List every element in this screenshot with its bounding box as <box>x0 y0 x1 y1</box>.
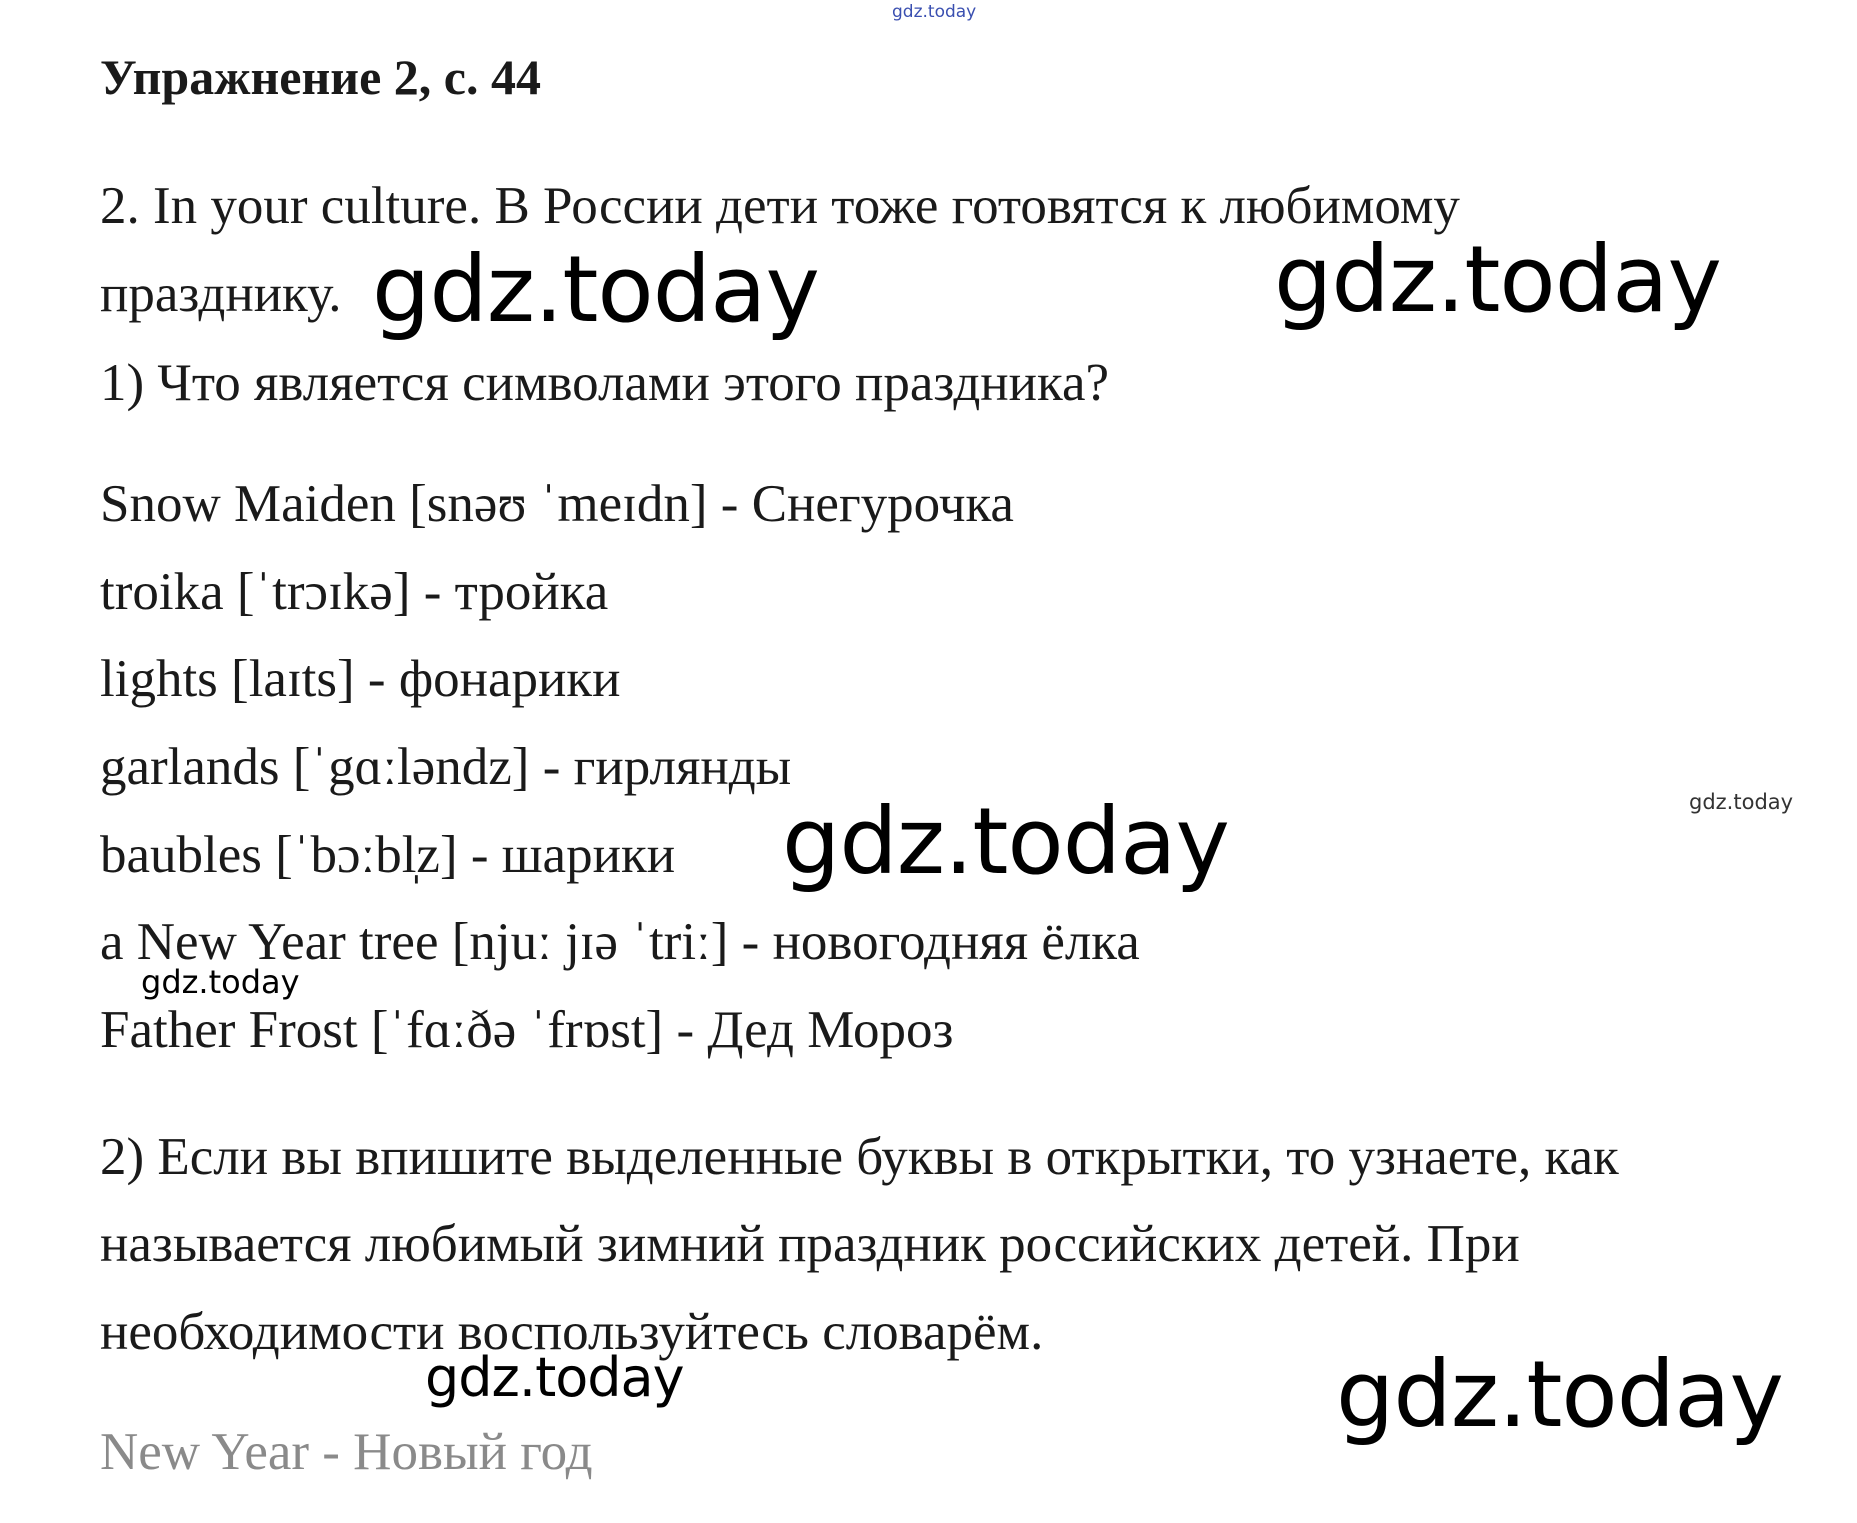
vocab-item: troika [ˈtrɔɪkə] - тройка <box>100 563 609 621</box>
task-line-1: 2. In your culture. В России дети тоже готовятся к любимому <box>100 177 1460 235</box>
watermark-large-2: gdz.today <box>1274 226 1721 333</box>
vocab-item: baubles [ˈbɔːbl̩z] - шарики <box>100 826 676 884</box>
watermark-large-4: gdz.today <box>1336 1341 1783 1448</box>
watermark-top: gdz.today <box>892 2 977 22</box>
watermark-large-3: gdz.today <box>782 788 1229 895</box>
question-2-line-2: называется любимый зимний праздник российских детей. При <box>100 1215 1520 1273</box>
vocab-item: a New Year tree [njuː jɪə ˈtriː] - новогодняя ёлка <box>100 913 1140 971</box>
task-line-2: празднику. <box>100 265 342 323</box>
question-2-line-3: необходимости воспользуйтесь словарём. <box>100 1303 1044 1361</box>
watermark-large-1: gdz.today <box>372 236 819 343</box>
vocab-item: Father Frost [ˈfɑːðə ˈfrɒst] - Дед Мороз <box>100 1001 954 1059</box>
watermark-small-left: gdz.today <box>141 963 300 1001</box>
question-1: 1) Что является символами этого праздника? <box>100 354 1110 412</box>
exercise-title: Упражнение 2, с. 44 <box>100 49 541 105</box>
watermark-small-right: gdz.today <box>1689 790 1794 814</box>
watermark-medium: gdz.today <box>425 1346 684 1409</box>
vocab-item: garlands [ˈgɑːləndz] - гирлянды <box>100 738 792 796</box>
vocab-item: lights [laɪts] - фонарики <box>100 650 621 708</box>
vocab-item: Snow Maiden [snəʊ ˈmeɪdn] - Снегурочка <box>100 475 1014 533</box>
question-2-line-1: 2) Если вы впишите выделенные буквы в открытки, то узнаете, как <box>100 1128 1619 1186</box>
answer-text: New Year - Новый год <box>100 1423 593 1481</box>
